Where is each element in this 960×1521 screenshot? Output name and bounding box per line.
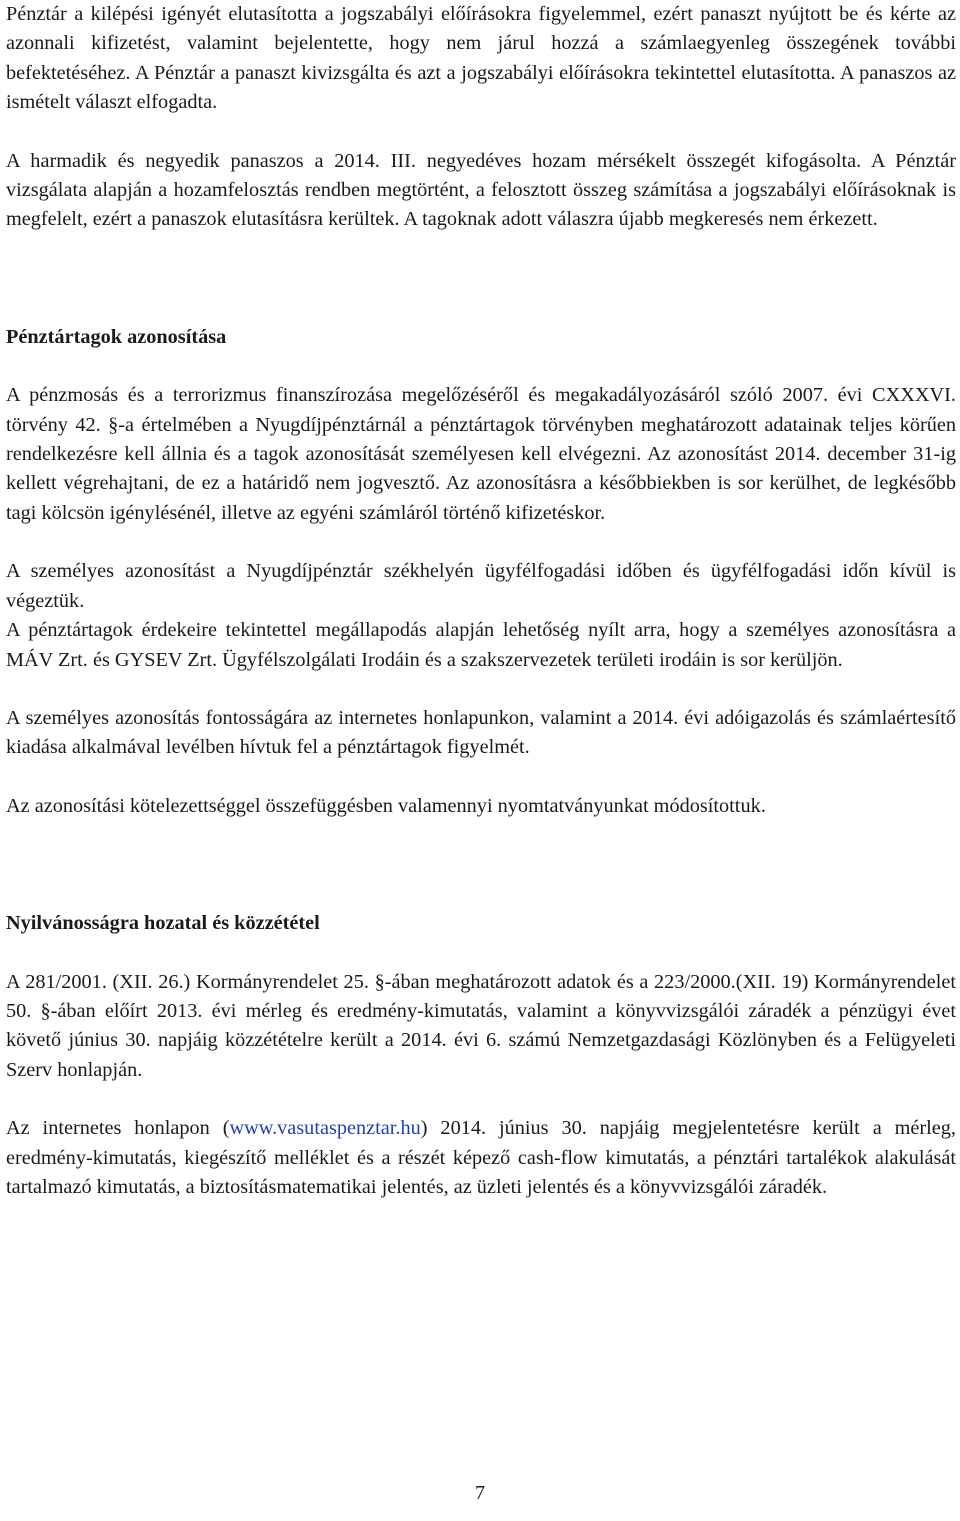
- document-body: [6, 0, 956, 1202]
- website-link[interactable]: www.vasutaspenztar.hu: [229, 1117, 421, 1140]
- section-heading-member-identification: Pénztártagok azonosítása: [6, 325, 227, 348]
- paragraph-government-decree: A 281/2001. (XII. 26.) Kormányrendelet 25. §-ában meghatározott adatok és a 223/2000.(XII. 19) Kormányrendelet 50. §-ában előírt 2013. évi mérleg és eredmény-kimutatás, valamint a könyvvizsgálói záradék a pénzügyi évet követő június 30. napjáig közzétételre került a 2014. évi 6. számú Nemzetgazdasági Közlönyben és a Felügyeleti Szerv honlapján.: [6, 970, 956, 1081]
- paragraph-personal-identification: A személyes azonosítást a Nyugdíjpénztár székhelyén ügyfélfogadási időben és ügyfélfogadási időn kívül is végeztük.: [6, 560, 956, 612]
- website-text-before: Az internetes honlapon (: [6, 1117, 230, 1140]
- paragraph-identification-importance: A személyes azonosítás fontosságára az internetes honlapunkon, valamint a 2014. évi adóigazolás és számlaértesítő kiadása alkalmával levélben hívtuk fel a pénztártagok figyelmét.: [6, 706, 956, 759]
- paragraph-complaint-first: Pénztár a kilépési igényét elutasította a jogszabályi előírásokra figyelemmel, ezért panaszt nyújtott be és kérte az azonnali kifizetést, valamint bejelentette, hogy nem járul hozzá a számlaegyenleg összegének további befektetéséhez. A Pénztár a panaszt kivizsgálta és azt a jogszabályi előírásokra tekintettel elutasította. A panaszos az ismételt választ elfogadta.: [6, 3, 956, 114]
- section-heading-publication: Nyilvánosságra hozatal és közzététel: [6, 912, 320, 935]
- website-text-after: ) 2014. június 30. napjáig megjelentetésre került a mérleg, eredmény-kimutatás, kiegészítő melléklet és a részét képező cash-flow kimutatás, a pénztári tartalékok alakulását tartalmazó kimutatás, a biztosításmatematikai jelentés, az üzleti jelentés és a könyvvizsgálói záradék.: [6, 1117, 956, 1198]
- paragraph-money-laundering-law: A pénzmosás és a terrorizmus finanszírozása megelőzéséről és megakadályozásáról szóló 2007. évi CXXXVI. törvény 42. §-a értelmében a Nyugdíjpénztárnál a pénztártagok törvényben meghatározott adatainak teljes körűen rendelkezésre kell állnia és a tagok azonosítását személyesen kell elvégezni. Az azonosítást 2014. december 31-ig kellett végrehajtani, de ez a határidő nem jogvesztő. Az azonosításra a későbbiekben is sor kerülhet, de legkésőbb tagi kölcsön igénylésénél, illetve az egyéni számláról történő kifizetéskor.: [6, 384, 956, 524]
- paragraph-complaint-third-fourth: A harmadik és negyedik panaszos a 2014. III. negyedéves hozam mérsékelt összegét kifogásolta. A Pénztár vizsgálata alapján a hozamfelosztás rendben megtörtént, a felosztott összeg számítása a jogszabályi előírásoknak is megfelelt, ezért a panaszok elutasításra kerültek. A tagoknak adott válaszra újabb megkeresés nem érkezett.: [6, 149, 956, 231]
- paragraph-agreement: A pénztártagok érdekeire tekintettel megállapodás alapján lehetőség nyílt arra, hogy a személyes azonosításra a MÁV Zrt. és GYSEV Zrt. Ügyfélszolgálati Irodáin és a szakszervezetek területi irodáin is sor kerüljön.: [6, 619, 956, 671]
- paragraph-forms-modified: Az azonosítási kötelezettséggel összefüggésben valamennyi nyomtatványunkat módosítottuk.: [6, 794, 766, 817]
- page-number: 7: [475, 1482, 485, 1504]
- paragraph-website-publication: [6, 1114, 956, 1202]
